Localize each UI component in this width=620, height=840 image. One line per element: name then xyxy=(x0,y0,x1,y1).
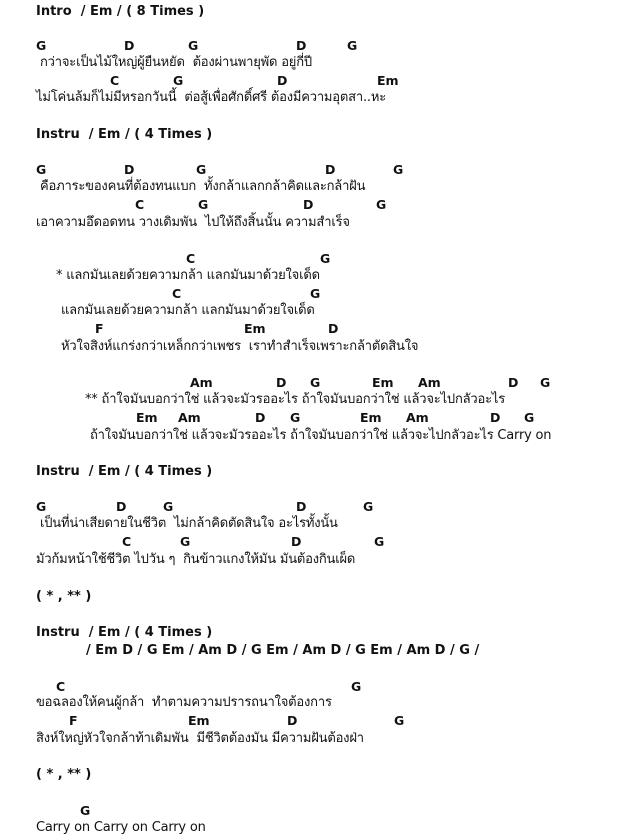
chord-symbol: G xyxy=(196,162,207,177)
chord-symbol: G xyxy=(363,499,374,514)
chord-symbol: G xyxy=(310,375,321,390)
chord-symbol: D xyxy=(124,162,135,177)
section-header: ( * , ** ) xyxy=(36,589,92,604)
chord-symbol: C xyxy=(135,197,145,212)
chord-symbol: D xyxy=(276,375,287,390)
chord-symbol: G xyxy=(36,162,47,177)
lyric-line: ถ้าใจมันบอกว่าใช่ แล้วจะมัวรออะไร ถ้าใจมันบอกว่าใช่ แล้วจะไปกลัวอะไร Carry on xyxy=(90,428,552,443)
chord-symbol: Em xyxy=(244,321,266,336)
chord-symbol: Em xyxy=(360,410,382,425)
chord-symbol: Em xyxy=(188,713,210,728)
chord-symbol: C xyxy=(122,534,132,549)
chord-symbol: D xyxy=(287,713,298,728)
chord-symbol: Am xyxy=(190,375,213,390)
lyric-line: มัวก้มหน้าใช้ชีวิต ไปวัน ๆ กินข้าวแกงให้มัน มันต้องกินเผ็ด xyxy=(36,552,356,567)
chord-symbol: D xyxy=(325,162,336,177)
chord-symbol: G xyxy=(320,251,331,266)
chord-symbol: G xyxy=(540,375,551,390)
lyric-line: เป็นที่น่าเสียดายในชีวิต ไม่กล้าคิดตัดสินใจ อะไรทั้งนั้น xyxy=(40,516,338,531)
lyric-line: สิงห์ใหญ่หัวใจกล้าท้าเดิมพัน มีชีวิตต้องมัน มีความฝันต้องฝ่า xyxy=(36,731,364,746)
chord-symbol: F xyxy=(95,321,104,336)
chord-symbol: D xyxy=(303,197,314,212)
chord-symbol: G xyxy=(180,534,191,549)
chord-symbol: D xyxy=(296,499,307,514)
lyric-line: ขอฉลองให้คนผู้กล้า ทำตามความปรารถนาใจต้องการ xyxy=(36,695,332,710)
chord-symbol: G xyxy=(394,713,405,728)
chord-symbol: Am xyxy=(406,410,429,425)
chord-symbol: D xyxy=(296,38,307,53)
chord-symbol: G xyxy=(36,38,47,53)
section-header: Intro / Em / ( 8 Times ) xyxy=(36,4,205,19)
chord-symbol: G xyxy=(393,162,404,177)
chord-symbol: G xyxy=(173,73,184,88)
chord-symbol: C xyxy=(56,679,66,694)
lyric-line: คือภาระของคนที่ต้องทนแบก ทั้งกล้าแลกกล้าคิดและกล้าฝัน xyxy=(40,179,366,194)
chord-symbol: Em xyxy=(377,73,399,88)
lyric-line: * แลกมันเลยด้วยความกล้า แลกมันมาด้วยใจเด็ด xyxy=(56,268,320,283)
chord-symbol: C xyxy=(172,286,182,301)
lyric-line: แลกมันเลยด้วยความกล้า แลกมันมาด้วยใจเด็ด xyxy=(61,303,315,318)
chord-symbol: G xyxy=(310,286,321,301)
lyric-line: หัวใจสิงห์แกร่งกว่าเหล็กกว่าเพชร เราทำสำเร็จเพราะกล้าตัดสินใจ xyxy=(61,339,419,354)
chord-symbol: Am xyxy=(178,410,201,425)
lyric-line: Carry on Carry on Carry on xyxy=(36,820,206,835)
chord-symbol: G xyxy=(198,197,209,212)
chord-symbol: D xyxy=(124,38,135,53)
chord-symbol: Em xyxy=(136,410,158,425)
chord-symbol: G xyxy=(524,410,535,425)
section-header: Instru / Em / ( 4 Times ) xyxy=(36,127,213,142)
chord-symbol: G xyxy=(376,197,387,212)
chord-symbol: G xyxy=(188,38,199,53)
chord-symbol: G xyxy=(80,803,91,818)
chord-symbol: G xyxy=(163,499,174,514)
section-header: Instru / Em / ( 4 Times ) xyxy=(36,625,213,640)
chord-symbol: D xyxy=(508,375,519,390)
chord-symbol: D xyxy=(291,534,302,549)
chord-symbol: D xyxy=(277,73,288,88)
chord-symbol: D xyxy=(490,410,501,425)
chord-symbol: G xyxy=(347,38,358,53)
chord-symbol: G xyxy=(374,534,385,549)
section-header: ( * , ** ) xyxy=(36,767,92,782)
chord-symbol: D xyxy=(255,410,266,425)
section-header: Instru / Em / ( 4 Times ) xyxy=(36,464,213,479)
lyric-line: กว่าจะเป็นไม้ใหญ่ผู้ยืนหยัด ต้องผ่านพายุพัด อยู่กี่ปี xyxy=(40,55,312,70)
chord-symbol: G xyxy=(290,410,301,425)
chord-symbol: Am xyxy=(418,375,441,390)
chord-symbol: D xyxy=(328,321,339,336)
lyric-line: ** ถ้าใจมันบอกว่าใช่ แล้วจะมัวรออะไร ถ้าใจมันบอกว่าใช่ แล้วจะไปกลัวอะไร xyxy=(85,392,506,407)
lyric-line: ไม่โค่นล้มก็ไม่มีหรอกวันนี้ ต่อสู้เพื่อศักดิ์ศรี ต้องมีความอุตสา..หะ xyxy=(36,90,386,105)
chord-symbol: G xyxy=(351,679,362,694)
chord-symbol: Em xyxy=(372,375,394,390)
chord-symbol: C xyxy=(110,73,120,88)
chord-symbol: C xyxy=(186,251,196,266)
chord-symbol: F xyxy=(69,713,78,728)
lyric-line: เอาความอึดอดทน วางเดิมพัน ไปให้ถึงสิ้นนั้น ความสำเร็จ xyxy=(36,215,350,230)
chord-symbol: D xyxy=(116,499,127,514)
section-header: / Em D / G Em / Am D / G Em / Am D / G Em / Am D / G / xyxy=(86,643,480,658)
chord-symbol: G xyxy=(36,499,47,514)
